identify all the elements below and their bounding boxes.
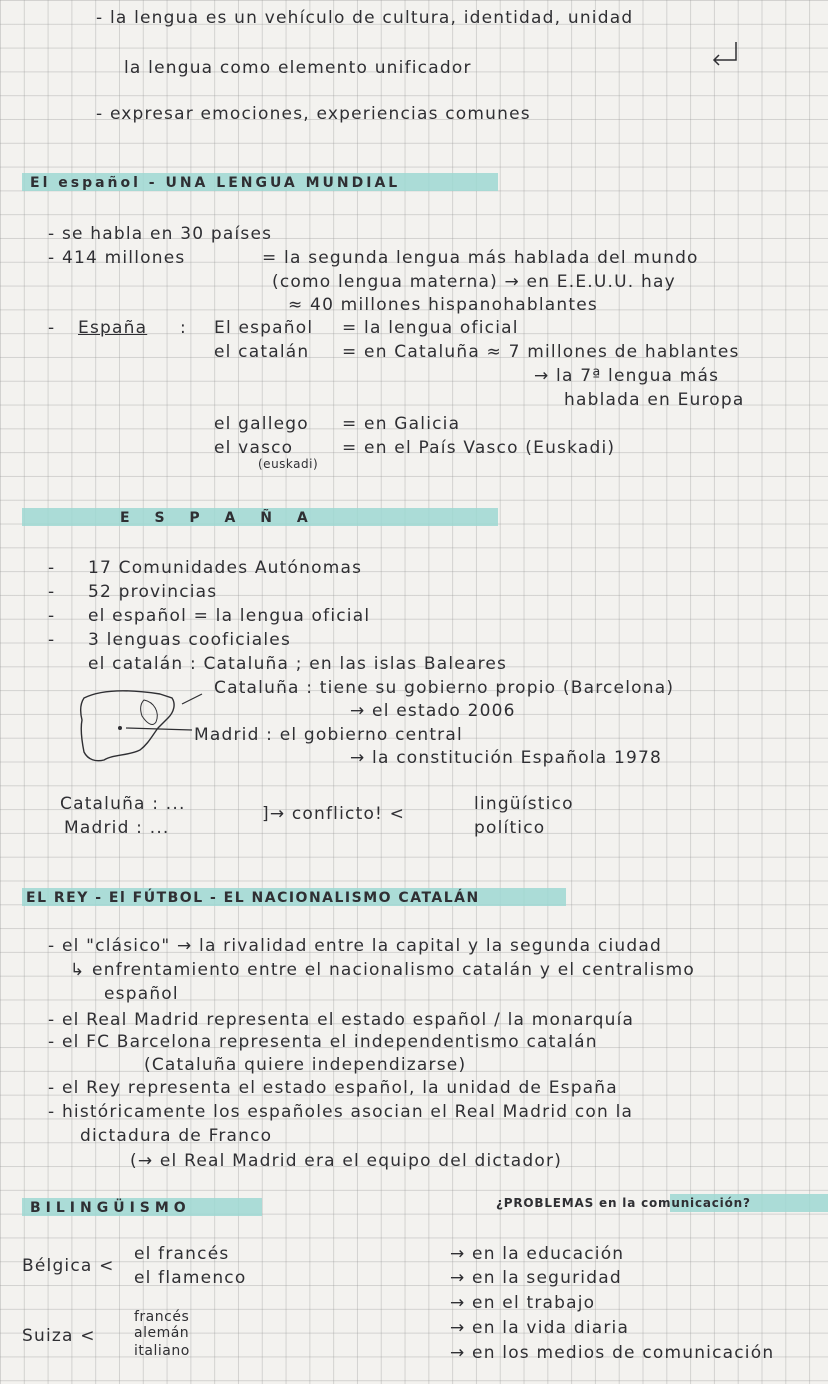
s1-r6a: el vasco: [214, 438, 294, 458]
problem-5: → en los medios de comunicación: [450, 1343, 775, 1363]
s3-line-3: español: [104, 984, 179, 1004]
s1-r6b: = en el País Vasco (Euskadi): [342, 438, 616, 458]
dash-bullet: -: [48, 318, 56, 338]
intro-line-1: - la lengua es un vehículo de cultura, identidad, unidad: [96, 8, 634, 28]
suiza-italiano: italiano: [134, 1343, 190, 1359]
s2-line-6: Cataluña : tiene su gobierno propio (Barcelona): [214, 678, 675, 698]
s1-line-4: ≈ 40 millones hispanohablantes: [288, 295, 598, 315]
intro-line-2: la lengua como elemento unificador: [124, 58, 472, 78]
bullet: -: [48, 582, 56, 602]
s1-line-1: - se habla en 30 países: [48, 224, 273, 244]
s2-line-2: 52 provincias: [88, 582, 218, 602]
return-arrow-icon: [708, 40, 738, 70]
belgica-label: Bélgica <: [22, 1256, 115, 1276]
s1-r3: → la 7ª lengua más: [534, 366, 720, 386]
section-heading-bilinguismo: BILINGÜISMO: [30, 1200, 191, 1216]
conflict-cataluna: Cataluña : ...: [60, 794, 186, 814]
s3-line-4: - el Real Madrid representa el estado español / la monarquía: [48, 1010, 635, 1030]
conflict-linguistico: lingüístico: [474, 794, 574, 814]
suiza-frances: francés: [134, 1309, 190, 1325]
s3-line-2: ↳ enfrentamiento entre el nacionalismo catalán y el centralismo: [70, 960, 696, 980]
bullet: -: [48, 558, 56, 578]
s1-r2a: el catalán: [214, 342, 310, 362]
bullet: -: [48, 606, 56, 626]
s3-line-7: - el Rey representa el estado español, la unidad de España: [48, 1078, 618, 1098]
s2-line-3: el español = la lengua oficial: [88, 606, 371, 626]
s1-r2b: = en Cataluña ≈ 7 millones de hablantes: [342, 342, 740, 362]
problem-2: → en la seguridad: [450, 1268, 622, 1288]
section-heading-espanol: El español - UNA LENGUA MUNDIAL: [30, 175, 401, 191]
s2-line-7: → el estado 2006: [350, 701, 516, 721]
s1-line-2b: = la segunda lengua más hablada del mundo: [262, 248, 699, 268]
belgica-flamenco: el flamenco: [134, 1268, 247, 1288]
s1-r5b: = en Galicia: [342, 414, 461, 434]
s2-line-4: 3 lenguas cooficiales: [88, 630, 292, 650]
s1-r6c: (euskadi): [258, 457, 319, 471]
s2-line-1: 17 Comunidades Autónomas: [88, 558, 363, 578]
s2-line-8: Madrid : el gobierno central: [194, 725, 463, 745]
s2-line-5: el catalán : Cataluña ; en las islas Baleares: [88, 654, 508, 674]
problems-heading: ¿PROBLEMAS en la comunicación?: [496, 1196, 751, 1210]
s3-line-1: - el "clásico" → la rivalidad entre la capital y la segunda ciudad: [48, 936, 662, 956]
problem-1: → en la educación: [450, 1244, 625, 1264]
s3-line-8: - históricamente los españoles asocian el Real Madrid con la: [48, 1102, 634, 1122]
espana-label: España: [78, 318, 148, 338]
s3-line-9: dictadura de Franco: [80, 1126, 273, 1146]
belgica-frances: el francés: [134, 1244, 230, 1264]
s1-r1b: = la lengua oficial: [342, 318, 519, 338]
s1-r4: hablada en Europa: [564, 390, 745, 410]
conflict-label: ]→ conflicto! <: [262, 804, 406, 824]
problem-3: → en el trabajo: [450, 1293, 596, 1313]
s3-line-10: (→ el Real Madrid era el equipo del dictador): [130, 1151, 563, 1171]
conflict-politico: político: [474, 818, 546, 838]
s1-r1a: El español: [214, 318, 314, 338]
section-heading-rey-futbol: EL REY - El FÚTBOL - EL NACIONALISMO CATALÁN: [26, 890, 480, 906]
conflict-madrid: Madrid : ...: [64, 818, 170, 838]
intro-line-3: - expresar emociones, experiencias comunes: [96, 104, 531, 124]
s2-line-9: → la constitución Española 1978: [350, 748, 663, 768]
s1-line-2a: - 414 millones: [48, 248, 186, 268]
spain-map-sketch: [74, 682, 204, 772]
s3-line-6: (Cataluña quiere independizarse): [144, 1055, 467, 1075]
bullet: -: [48, 630, 56, 650]
section-heading-espana: E S P A Ñ A: [120, 510, 318, 526]
s3-line-5: - el FC Barcelona representa el independentismo catalán: [48, 1032, 598, 1052]
suiza-aleman: alemán: [134, 1325, 190, 1341]
s1-line-3: (como lengua materna) → en E.E.U.U. hay: [272, 272, 676, 292]
s1-r5a: el gallego: [214, 414, 309, 434]
colon: :: [180, 318, 187, 338]
suiza-label: Suiza <: [22, 1326, 96, 1346]
problem-4: → en la vida diaria: [450, 1318, 630, 1338]
